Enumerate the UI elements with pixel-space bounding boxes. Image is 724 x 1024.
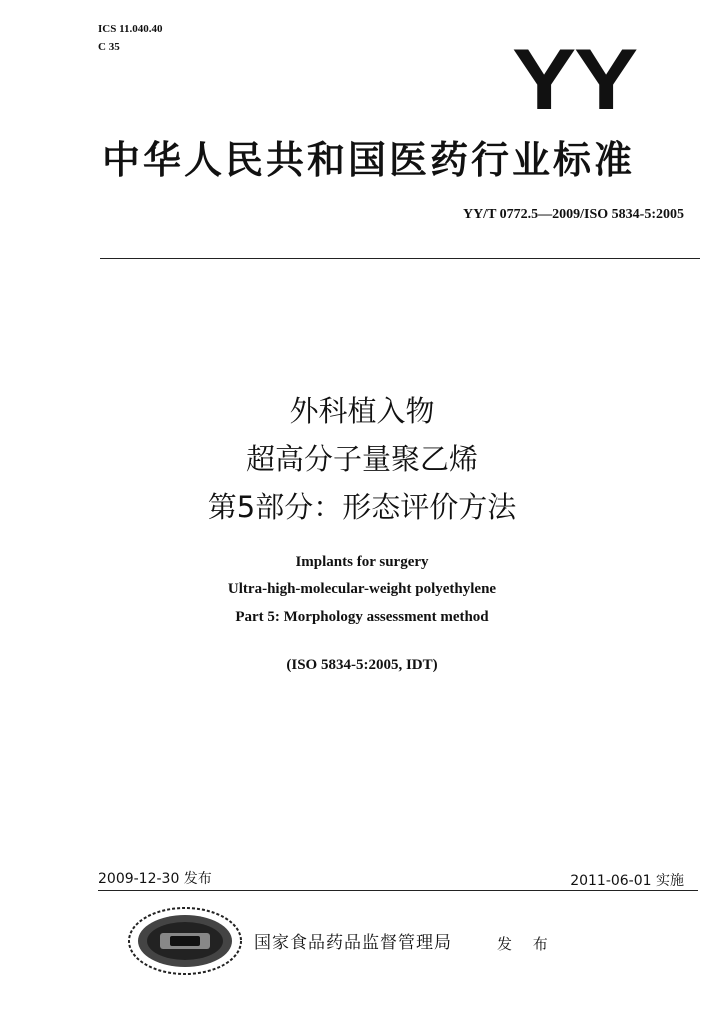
ccs-code: C 35 <box>98 41 120 53</box>
title-en-line3: Part 5: Morphology assessment method <box>235 609 489 625</box>
publish-date: 2009-12-30 发布 <box>98 871 212 887</box>
header-divider <box>100 258 700 259</box>
title-cn-line3: 第5部分：形态评价方法 <box>207 490 517 524</box>
title-en-line2: Ultra-high-molecular-weight polyethylene <box>227 581 497 597</box>
yy-logo: YY <box>512 32 637 128</box>
equivalence-note: (ISO 5834-5:2005, IDT) <box>286 657 438 673</box>
standard-number: YY/T 0772.5—2009/ISO 5834-5:2005 <box>462 207 684 222</box>
publish-label: 发 布 <box>497 935 556 953</box>
title-en-line1: Implants for surgery <box>295 554 429 570</box>
title-cn-line1: 外科植入物 <box>289 394 435 428</box>
implement-date: 2011-06-01 实施 <box>570 873 684 889</box>
ics-code: ICS 11.040.40 <box>98 23 163 35</box>
organization-title: 中华人民共和国医药行业标准 <box>102 138 636 182</box>
agency-emblem-icon <box>126 905 244 977</box>
issuing-authority: 国家食品药品监督管理局 <box>254 933 452 953</box>
title-cn-line2: 超高分子量聚乙烯 <box>245 442 478 476</box>
footer-divider <box>98 890 698 891</box>
